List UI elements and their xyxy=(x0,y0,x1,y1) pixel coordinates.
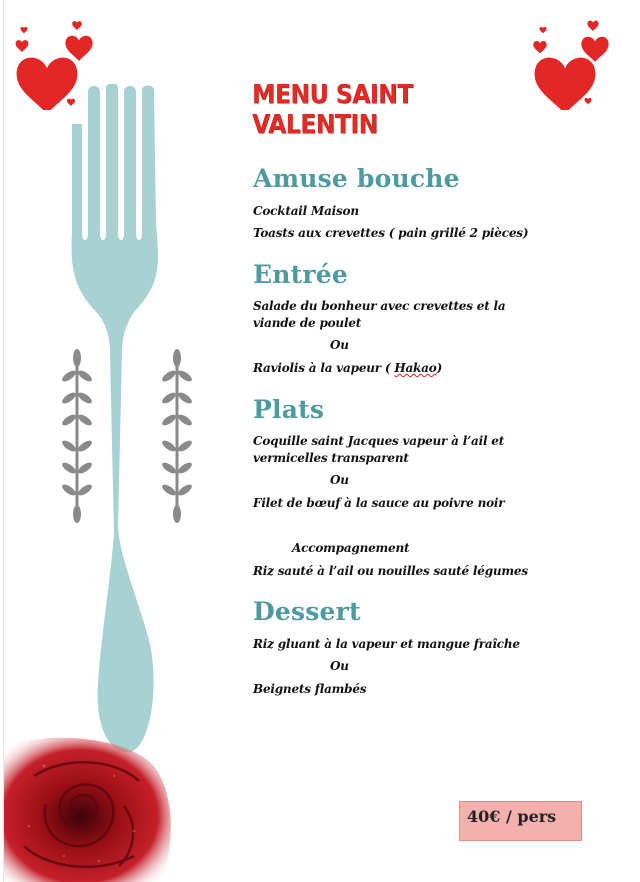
menu-item-text: ) xyxy=(436,361,443,375)
menu-item: Toasts aux crevettes ( pain grillé 2 pièces) xyxy=(253,226,529,240)
section-heading-amuse-bouche: Amuse bouche xyxy=(253,164,460,193)
menu-title: MENU SAINT VALENTIN xyxy=(252,80,413,140)
menu-item xyxy=(253,360,543,377)
menu-item: Coquille saint Jacques vapeur à l’ail et vermicelles transparent xyxy=(253,434,505,465)
menu-item: Riz sauté à l’ail ou nouilles sauté légumes xyxy=(253,564,528,578)
menu-item-text: Raviolis à la vapeur ( xyxy=(253,361,391,375)
menu-item: Riz gluant à la vapeur et mangue fraîche xyxy=(253,637,520,651)
menu-item: Salade du bonheur avec crevettes et la viande de poulet xyxy=(253,299,506,330)
menu-item-or: Ou xyxy=(330,659,349,673)
spellcheck-word: Hakao xyxy=(394,361,437,375)
section-heading-plats: Plats xyxy=(253,395,325,424)
menu-item: Beignets flambés xyxy=(253,682,367,696)
price-box xyxy=(459,801,582,841)
menu-item: Cocktail Maison xyxy=(253,204,359,218)
rose-image xyxy=(4,736,174,882)
heart-cluster-right-icon xyxy=(525,14,615,110)
section-heading-entree: Entrée xyxy=(253,260,348,289)
section-heading-dessert: Dessert xyxy=(253,597,361,626)
menu-item-or: Ou xyxy=(330,338,349,352)
menu-item: Filet de bœuf à la sauce au poivre noir xyxy=(253,496,505,510)
menu-item-accompaniment: Accompagnement xyxy=(292,541,410,555)
leaf-branch-right-icon xyxy=(160,346,194,526)
leaf-branch-left-icon xyxy=(60,346,94,526)
price-label: 40€ / pers xyxy=(467,807,557,826)
menu-item-or: Ou xyxy=(330,473,349,487)
